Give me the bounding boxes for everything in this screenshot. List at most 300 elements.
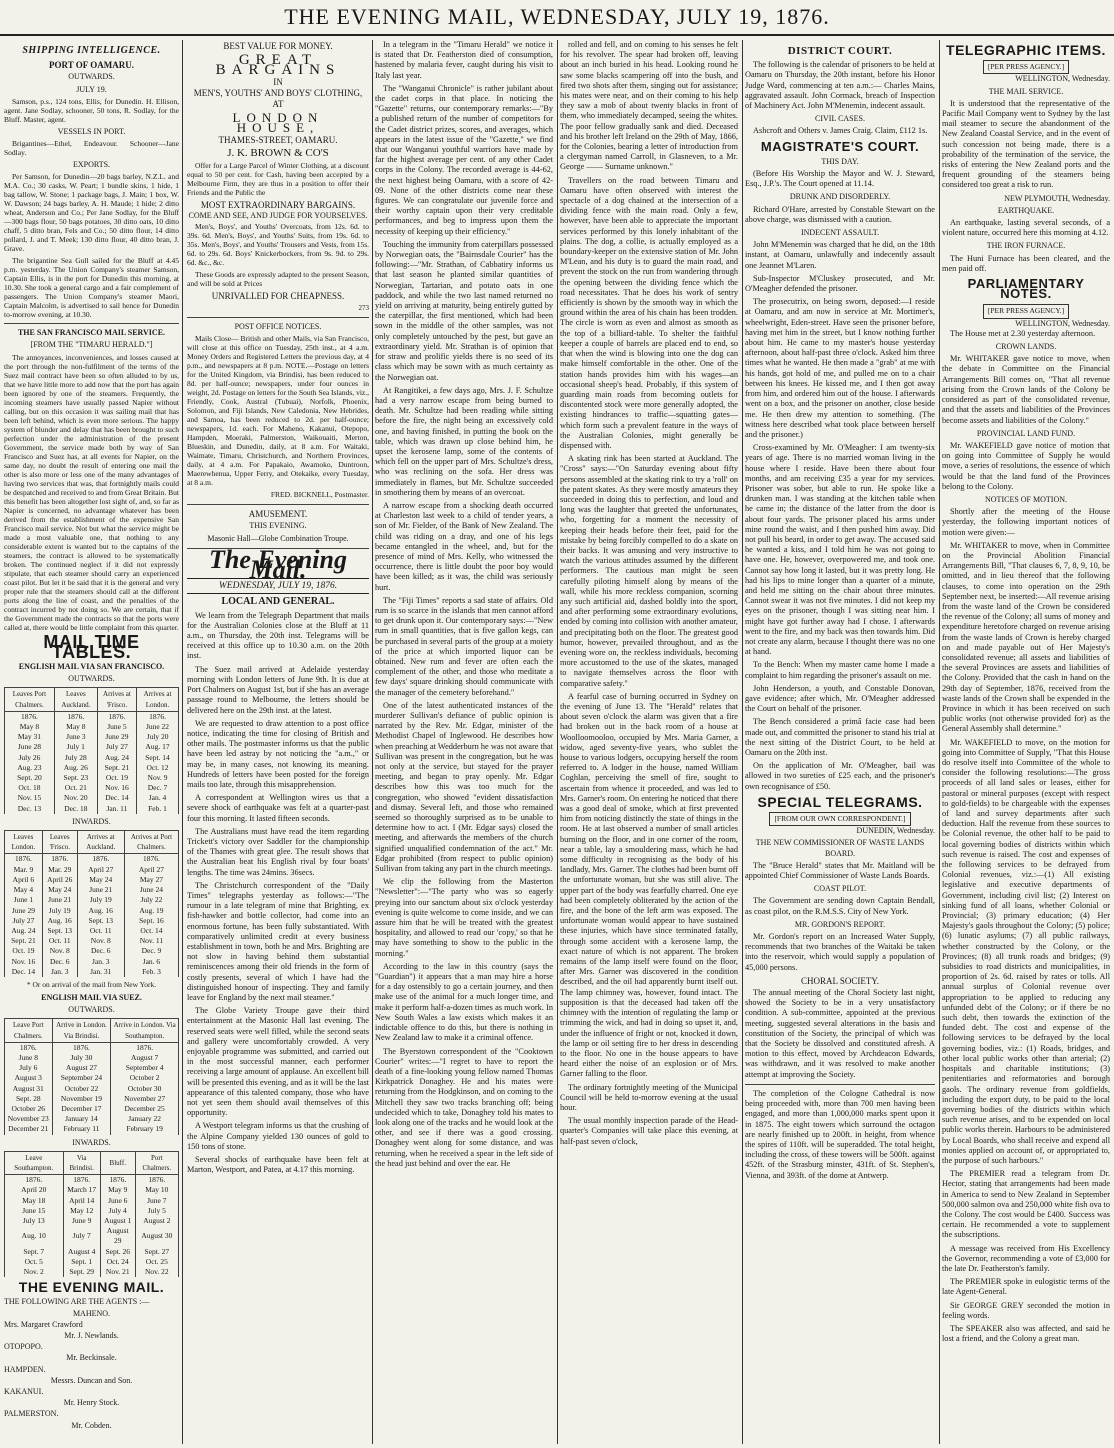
table-cell: May 18: [5, 1196, 64, 1206]
table-cell: June 15: [5, 1206, 64, 1216]
local-paragraph: We are requested to draw attention to a post office notice, indicating the time for closing of British and other mails. The postmaster informs us that the public have been led astray by not noticing the "a.m.," or may be, in many cases, not knowing its meaning. Hundreds of letters have been posted for the foreign mails too late, through this misapprehension.: [187, 718, 369, 789]
table-cell: August 27: [52, 1063, 111, 1073]
agent-line: Mr. Henry Stock.: [63, 1398, 120, 1408]
table-cell: Sept. 14: [137, 753, 179, 763]
ad-london-house: LONDON HOUSE,: [232, 110, 324, 136]
table-cell: Jan. 4: [137, 793, 179, 803]
evening-mail-agents-title: THE EVENING MAIL.: [18, 1279, 165, 1296]
table-cell: Dec. 14: [5, 967, 43, 977]
table-row: [5, 895, 179, 905]
ad-items: Men's, Boys', and Youths' Overcoats, from 12s. 6d. to 39s. 6d. Men's, Boys', and Youths' Suits, from 19s. 6d. to 35s. Men's, Boys', and Youths' Trousers and Vests, from 15s. 6d. to 29s. 6d. Boys' Knickerbockers, from 9s. 9d. to 29s. 6d. &c., &c.: [187, 222, 369, 268]
table-cell: Aug. 16: [42, 916, 77, 926]
table-cell: September 4: [111, 1063, 179, 1073]
table-cell: Feb. 1: [137, 804, 179, 814]
table-header: Arrives at Auckland.: [77, 831, 124, 854]
table-cell: August 3: [5, 1073, 53, 1083]
table-cell: May 8: [5, 722, 55, 732]
ad-come: COME AND SEE, AND JUDGE FOR YOURSELVES.: [188, 211, 368, 221]
table-cell: Oct. 19: [97, 773, 136, 783]
table-cell: Dec. 9: [124, 946, 178, 956]
table-row: [5, 885, 179, 895]
column-rule: [939, 40, 940, 1444]
table-cell: June 6: [100, 1196, 135, 1206]
table-row: [5, 1042, 179, 1053]
mail-service-text: It is understood that the representative of the Pacific Mail Company went to Sydney by the last mail steamer to secure the abandonment of the New Zealand Coastal Service, and in the event of such concession not being made, there is a probability of the termination of the service, the risks of entering the New Zealand ports and the frequent grounding of the steamers being considered too great a risk to run.: [942, 98, 1110, 190]
news-paragraph: The usual monthly inspection parade of the Head-quarter's Companies will take place this evening, at half-past seven o'clock,: [560, 1116, 738, 1146]
outwards-text: Samson, p.s., 124 tons, Ellis, for Dunedin. H. Ellison, agent. Jane Sodlay, schooner, 50 tons, R. Sodlay, for the Bluff. Master, agent.: [4, 96, 179, 124]
news-paragraph: Travellers on the road between Timaru and Oamaru have often observed with interest the spectacle of a dog chained at the intersection of a dividing fence with the main road. Only a few, however, have been able to appreciate the important services performed by this lonely inhabitant of the plains. The dog, a collie, is actually employed as a boundary-keeper on the extensive station of Mr. John M'Lean, and his duty is to guard the main road, and prevent the stock on the run from wandering through the opening between the dividing fence which the road necessitates. That he does his work of sentry efficiently is shown by the smooth way in which the ground within the area of his chain has been trodden. The circle is worn as even and almost as smooth as the top of a billiard-table. To shelter the faithful keeper a couple of barrels are placed end to end, so that when the wind is blowing into one the dog can make himself comfortable in the other. One of the station hands provides him with his wages—an occasional sheep's head. Probably, if this system of guarding main roads from becoming outlets for discontented stock were more generally adopted, the existing hindrances to traffic—squatting gates—which form such a prevalent feature in the ways of the Australian Colonies, might generally be dispensed with.: [560, 175, 738, 450]
crown-lands-title: CROWN LANDS.: [995, 342, 1057, 352]
table-cell: June 1: [5, 895, 43, 905]
table-header: Arrive in London. Via Brindisi.: [52, 1019, 111, 1042]
table-cell: June 29: [97, 732, 136, 742]
drunk-text: Richard O'Hare, arrested by Constable Stewart on the above charge, was dismissed with a caution.: [745, 204, 935, 224]
table-cell: July 30: [52, 1053, 111, 1063]
table-cell: 1876.: [42, 854, 77, 865]
gordon-report-title: MR. GORDON'S REPORT.: [794, 919, 886, 929]
agent-line: Mr. Beckinsale.: [66, 1353, 117, 1363]
table-row: [5, 804, 179, 814]
column-4: [560, 40, 738, 1444]
table-cell: August 30: [135, 1226, 178, 1246]
parliament-paragraph: The PREMIER read a telegram from Dr. Hector, stating that arrangements had been made in America to send to New Zealand in September 500,000 salmon ova and 250,000 white fish ova to the Colony. The cost would be £400. Success was certain. He recommended a vote to supplement the subscriptions.: [942, 1169, 1110, 1240]
civil-cases-title: CIVIL CASES.: [815, 114, 865, 124]
table-cell: Mar. 29: [42, 865, 77, 875]
sf-inwards-table: [4, 830, 179, 977]
outwards3-heading: OUTWARDS.: [68, 1005, 115, 1015]
iron-furnace-text: The Huni Furnace has been cleared, and the men paid off.: [942, 253, 1110, 273]
table-cell: July 7: [63, 1226, 100, 1246]
table-row: [5, 946, 179, 956]
ad-close: These Goods are expressly adapted to the present Season, and will be sold at Prices: [187, 270, 369, 289]
table-row: [5, 1063, 179, 1073]
ad-mens: MEN'S, YOUTHS' AND BOYS' CLOTHING,: [193, 87, 363, 98]
table-header: Arrive in London. Via Southampton.: [111, 1019, 179, 1042]
table-cell: Aug. 17: [137, 742, 179, 752]
column-3: [375, 40, 553, 1444]
parliamentary-notes-title: PARLIAMENTARY NOTES.: [967, 276, 1085, 302]
table-row: [5, 967, 179, 977]
table-cell: Nov. 21: [100, 1267, 135, 1277]
news-paragraph: We clip the following from the Masterton "Newsletter":—"The party who was so eagerly preying into our sanctum about six o'clock yesterday evening is quite welcome to come inside, and we can assure him that he will be treated with the greatest hospitality, and allowed to read our 'copy,' so that he may have something to show to the public in the morning.": [375, 877, 553, 958]
table-cell: Aug. 10: [5, 1226, 64, 1246]
table-cell: May 31: [5, 732, 55, 742]
table-cell: July 4: [100, 1206, 135, 1216]
table-row: [5, 1185, 179, 1195]
table-row: [5, 1206, 179, 1216]
column-rule: [557, 40, 558, 1444]
table-cell: April 26: [42, 875, 77, 885]
table-row: [5, 1257, 179, 1267]
waste-lands-title: THE NEW COMMISSIONER OF WASTE LANDS BOARD.: [755, 838, 925, 858]
suez-outwards-table: [4, 1018, 179, 1134]
table-cell: Feb. 3: [124, 967, 178, 977]
iron-furnace-title: THE IRON FURNACE.: [986, 241, 1066, 251]
table-cell: 1876.: [5, 854, 43, 865]
table-cell: April 14: [63, 1196, 100, 1206]
court-paragraph: The Bench considered a primâ facie case had been made out, and committed the prisoner to stand his trial at the next sitting of the District Court, to be held at Oamaru on the 20th inst.: [745, 717, 935, 757]
table-cell: October 22: [52, 1084, 111, 1094]
agent-line: KAKANUI.: [4, 1387, 44, 1397]
table-cell: July 1: [54, 742, 97, 752]
table-cell: Sept. 13: [42, 926, 77, 936]
table-row: [5, 1267, 179, 1277]
table-cell: Oct. 19: [5, 946, 43, 956]
telegraphic-source: [PER PRESS AGENCY.]: [983, 60, 1069, 74]
table-cell: Sept. 13: [77, 916, 124, 926]
parliament-paragraph: The PREMIER spoke in eulogistic terms of the late Agent-General.: [942, 1277, 1110, 1297]
table-cell: October 2: [111, 1073, 179, 1083]
table-header: Leaves Port Chalmers.: [5, 688, 55, 711]
table-cell: Nov. 20: [54, 793, 97, 803]
local-paragraph: Several shocks of earthquake have been felt at Marton, Westport, and Patea, at 4.17 this morning.: [187, 1155, 369, 1175]
agent-line: OTOPOPO.: [4, 1342, 43, 1352]
table-cell: December 17: [52, 1104, 111, 1114]
table-cell: Aug. 24: [5, 926, 43, 936]
table-cell: July 20: [137, 732, 179, 742]
table-cell: June 3: [54, 732, 97, 742]
table-cell: Nov. 8: [42, 946, 77, 956]
outwards-date: JULY 19.: [76, 84, 107, 94]
table-row: [5, 722, 179, 732]
table-cell: July 28: [54, 753, 97, 763]
news-paragraph: At Rangitikei, a few days ago, Mrs. J. F. Schultze had a very narrow escape from being burned to death. Mr. Schultze had been reading while sitting before the fire, the night being an excessively cold one, and having finished, in putting the book on the table, which was drawn up close behind him, he upset the kerosene lamp, some of the contents of which fell on the upper part of Mrs. Schultze's dress, who was reclining on the sofa. Her dress was immediately in flames, but Mr. Schultze succeeded in smothering them by means of an overcoat.: [375, 385, 553, 497]
news-paragraph: The "Fiji Times" reports a sad state of affairs. Old rum is so scarce in the islands that men cannot afford to get drunk upon it. Our contemporary says:—"New rum in small quantities, that is five gallon kegs, can be purchased in several parts of the group at a moiety of the price at which imported liquor can be obtained. New rum and fever are often each the complement of the other, and those who meditate a few days' square drinking should communicate with the manager of the cemetery beforehand.": [375, 595, 553, 697]
table-header: Leave Southampton.: [5, 1151, 64, 1174]
table-cell: August 1: [100, 1216, 135, 1226]
sf-mail-source: [FROM THE "TIMARU HERALD."]: [30, 340, 153, 350]
mail-service-title: THE MAIL SERVICE.: [988, 86, 1064, 96]
table-row: [5, 732, 179, 742]
table-cell: June 8: [5, 1053, 53, 1063]
news-paragraph: A narrow escape from a shocking death occurred at Charleston last week to a child of tender years, a son of Mr. Fielder, of the Bank of New Zealand. The child was riding on a dray, and one of his legs became entangled in the wheel, and, but for the presence of mind of Mrs. Kelly, who witnessed the occurrence, there is little doubt the poor boy would have been killed; as it was, the child was seriously hurt.: [375, 500, 553, 592]
table-cell: February 11: [52, 1124, 111, 1134]
table-cell: 1876.: [135, 1175, 178, 1186]
table-cell: Dec. 6: [42, 957, 77, 967]
ad-unrivalled: UNRIVALLED FOR CHEAPNESS.: [211, 291, 345, 302]
english-mail-suez-heading: ENGLISH MAIL VIA SUEZ.: [41, 992, 142, 1002]
table-row: [5, 1196, 179, 1206]
table-cell: May 24: [42, 885, 77, 895]
table-cell: Sept. 26: [100, 1247, 135, 1257]
table-cell: July 6: [5, 1063, 53, 1073]
table-row: [5, 865, 179, 875]
parliamentary-source: [PER PRESS AGENCY.]: [983, 304, 1069, 318]
court-paragraph: John M'Menemin was charged that he did, on the 18th instant, at Oamaru, unlawfully and indecently assault one Jeannet M'Laren.: [745, 240, 935, 270]
table-cell: April 6: [5, 875, 43, 885]
local-paragraph: The Australians must have read the item regarding Trickett's victory over Saddler for the championship of the Thames with great glee. The result shows that the Australian beat his English rival by four boats' lengths. The time was 24mins. 36secs.: [187, 826, 369, 877]
exports-text: Per Samson, for Dunedin—20 bags barley, N.Z.L. and M.A. Co.; 30 casks, W. Peart; 1 bundle skins, 1 hide, 1 bag tallow, W. Stone; 1 package bags, J. Main; 1 box, W. W. Dawson; 24 bags barley, A. H. Maude; 1 hide; 2 ditto wheat, Anderson and Co.; Per Jane Sodlay, for the Bluff—300 bags flour, 50 bags potatoes, 30 ditto oats, 10 ditto chaff, 5 ditto bran, Fels and Co.; 50 ditto flour, 14 ditto pollard, J. and T. Meek; 130 ditto flour, 40 ditto bran, J. Grave.: [4, 172, 179, 254]
coast-pilot-text: The Government are sending down Captain Bendall, as coast pilot, on the R.M.S.S. City of New York.: [745, 896, 935, 916]
post-office-title: POST OFFICE NOTICES.: [234, 321, 322, 331]
table-cell: June 28: [5, 742, 55, 752]
exports-heading: EXPORTS.: [72, 160, 111, 170]
amusement-text: Masonic Hall—Globe Combination Troupe.: [207, 533, 349, 543]
table-cell: October 26: [5, 1104, 53, 1114]
table-cell: July 22: [124, 895, 178, 905]
table-cell: May 4: [5, 885, 43, 895]
table-header: Arrives at 'Frisco.: [97, 688, 136, 711]
table-cell: 1876.: [97, 711, 136, 722]
table-cell: Dec. 13: [5, 804, 55, 814]
table-cell: Jan. 11: [97, 804, 136, 814]
column-1: [4, 40, 179, 1444]
notice-paragraph: Mr. WHITAKER to move, when in Committee on the Provincial Abolition Financial Arrangements Bill, "That clauses 6, 7, 8, 9, 10, be omitted, and in lieu thereof that the following clauses, to come into operation on the 29th September next, be inserted:—All revenue arising from the waste land of the Crown be considered the revenue of the Colony; all sums of money and expenditure heretofore charged on revenue arising from the waste lands of Crown is hereby charged on and made payable out of Her Majesty's consolidated revenue; all assets and liabilities of the several Provinces are assets and liabilities of the Colony. Provided that the cash in hand on the 29th day of September, 1876, received from the waste lands of the Crown shall be expended in the Province in which it has been received on such public works (not otherwise provided for) as the General Assembly shall determine.": [942, 540, 1110, 734]
agent-line: HAMPDEN.: [4, 1364, 46, 1374]
table-cell: May 8: [54, 722, 97, 732]
table-cell: December 21: [5, 1124, 53, 1134]
court-paragraph: To the Bench: When my master came home I made a complaint to him regarding the prisoner's assault on me.: [745, 660, 935, 680]
premier-body: [942, 1169, 1110, 1344]
agents-intro: THE FOLLOWING ARE THE AGENTS :—: [4, 1297, 150, 1307]
parliament-paragraph: Sir GEORGE GREY seconded the motion in feeling words.: [942, 1300, 1110, 1320]
table-cell: November 19: [52, 1094, 111, 1104]
news-paragraph: One of the latest authenticated instances of the murderer Sullivan's defiance of public opinion is narrated by the Rev. Mr. Edgar, minister of the Methodist Chapel of Inglewood. He describes how when preaching at Wedderburn he was not aware that Sullivan was present in the congregation, but he was not only at the service, but stayed for the prayer meeting, and began to pray openly. Mr. Edgar describes how this was too much for the congregation, who showed "evident dissatisfaction and dismay. Several left, and those who remained seemed so thoroughly surprised as to be unable to determine how to act. I (Mr. Edgar says) closed the meeting, and afterwards the members of the church signified unqualified condemnation of the act." Mr. Edgar prohibited (from respect to public opinion) Sullivan from taking any part in the church meetings.: [375, 700, 553, 874]
column-rule: [742, 40, 743, 1444]
table-row: [5, 1216, 179, 1226]
table-cell: June 21: [77, 885, 124, 895]
table-cell: July 19: [77, 895, 124, 905]
court-paragraph: John Henderson, a youth, and Constable Donovan, gave evidence; after which, Mr. O'Meagher addressed the Court on behalf of the prisoner.: [745, 683, 935, 714]
special-place: DUNEDIN, Wednesday.: [856, 826, 935, 836]
table-cell: January 22: [111, 1114, 179, 1124]
table-cell: Dec. 18: [54, 804, 97, 814]
notice-paragraph: Mr. WAKEFIELD to move, on the motion for going into Committee of Supply, "That this House do resolve itself into Committee of the whole to consider the following resolutions:—The gross proceeds of all land sales or leases, either for pastoral or mineral purposes (except with respect to gold-fields) to be chargeable with the expenses of land and survey departments after such deduction. Half the revenue from these sources to be Colonial revenue, the other half to be paid to local governing bodies of districts within which such revenue is raised. The cost and expenses of the following services to be defrayed from Colonial revenues, viz.:—(1) All existing legislative and executive departments of Government, including civil list; (2) Interest on sinking fund of all loans, whether Colonial or Provincial; (3) primary education; (4) Her Majesty's gaols throughout the Colony; (5) police; (6) lunatic asylums; (7) all public railways, whether constructed by the Colony, or the Provinces; (8) all trunk roads and bridges; (9) subsidies to road districts and municipalities, in proportion of 2s. 6d. raised by rates or tolls. All annual surplus of Colonial revenue over appropriation to be applied to reducing any unfunded debt of the Colony; or if there be no such debt, then towards the extinction of the funded debt. The cost and expense of the following services to be defrayed by the local governing bodies, viz.: (1) Roads, bridges, and other local public works other than arterial; (2) hospitals and charitable institutions; (3) penitentiaries and reformatories and borough gaols. The ordinary revenue from goldfields, including the export duty, to be paid to the local governing bodies of the districts within which such revenue arises, and to be expended on local public works therein. Harbours to be administered by Local Boards, who shall receive and expend all monies applied on account of, or appropriated to, the purpose of such harbours.": [942, 737, 1110, 1165]
ad-top: BEST VALUE FOR MONEY.: [223, 41, 333, 51]
table-cell: July 26: [5, 753, 55, 763]
table-row: [5, 1104, 179, 1114]
table-row: [5, 711, 179, 722]
agent-line: PALMERSTON.: [4, 1409, 59, 1419]
court-paragraph: On the application of Mr. O'Meagher, bail was allowed in two sureties of £25 each, and the prisoner's own recognisance of £50.: [745, 761, 935, 791]
table-cell: Nov. 2: [5, 1267, 64, 1277]
table-cell: April 27: [77, 865, 124, 875]
table-cell: April 27: [124, 865, 178, 875]
paper-nameplate: The Evening Mail.: [209, 544, 347, 585]
table-cell: August 4: [63, 1247, 100, 1257]
ad-number: 273: [358, 303, 369, 312]
table-cell: Oct. 24: [100, 1257, 135, 1267]
table-cell: Sept. 27: [135, 1247, 178, 1257]
post-office-text: Mails Close— British and other Mails, via San Francisco, will close at this office on Tuesday, 25th inst., at 4 a.m. Money Orders and Registered Letters the previous day, at 4 p.m., and newspapers at 8 p.m. NOTE.—Postage on letters for the United Kingdom, via Brindisi, has been reduced to 8d. per half-ounce; newspapers, under four ounces in weight, 2d. Postage on letters for the South Sea Islands, viz., Friendly, Cook, Austral (Tubuai), Norfolk, Phoenix, Solomon, and Fiji Islands, New Caledonia, New Hebrides, and Samoa, has been reduced to 2d. per half-ounce; newspapers, 1d. each. For Maheno, Kakanui, Otepopo, Hampden, Moeraki, Palmerston, Waikouaiti, Merton, Blueskin, and Dunedin, daily, at 8 a.m. For Waitaki, Waimate, Timaru, Christchurch, and Northern Provinces, daily, at 4 a.m. For Papakaio, Awamoko, Duntroon, Maerewhenua, Upper Ferry, and Otekaike, every Tuesday, at 8 a.m.: [187, 334, 369, 488]
local-paragraph: A correspondent at Wellington wires us that a severe shock of earthquake was felt at a quarter-past four this morning. It lasted fifteen seconds.: [187, 793, 369, 823]
table-cell: Dec. 7: [137, 783, 179, 793]
tel-place: WELLINGTON, Wednesday.: [1015, 74, 1110, 84]
vessels-text: Brigantines—Ethel, Endeavour. Schooner—Jane Sodlay.: [4, 139, 179, 158]
provincial-land-text: Mr. WAKEFIELD gave notice of motion that on going into Committee of Supply he would move, a series of resolutions, the essence of which would be that the land fund of the Provinces belong to the Colony.: [942, 440, 1110, 491]
table-cell: January 14: [52, 1114, 111, 1124]
civil-cases-text: Ashcroft and Others v. James Craig. Claim, £112 1s.: [753, 126, 928, 136]
column-rule: [182, 40, 183, 1444]
parliament-paragraph: The SPEAKER also was affected, and said he lost a friend, and the Colony a great man.: [942, 1323, 1110, 1344]
drunk-title: DRUNK AND DISORDERLY.: [789, 192, 891, 202]
table-cell: Sept. 7: [5, 1247, 64, 1257]
court-paragraph: The prosecutrix, on being sworn, deposed:—I reside at Oamaru, and am now in service at Mr. Mortimer's, wheelwright, Eden-street. Have seen the prisoner before, having met him in the street, but I know nothing further about him. He came to my master's house yesterday afternoon, about half-past three o'clock. Asked him three times what he wanted. He then made a "grab" at me with his hands, got hold of me, and pulled me on to a chair between his knees. He kissed me, and I then got away from him, and ordered him out of the house. I afterwards went on a box, and the prisoner on another, close beside me. He then drew my attention to something. (The witness here described what took place between herself and the prisoner.): [745, 297, 935, 439]
earthquake-text: An earthquake, lasting several seconds, of a violent nature, occurred here this morning at 4.12.: [942, 218, 1110, 238]
table-cell: Aug. 26: [54, 763, 97, 773]
table-cell: Oct. 21: [54, 783, 97, 793]
notices-motion-title: NOTICES OF MOTION.: [985, 494, 1067, 504]
table-cell: June 29: [5, 906, 43, 916]
table-cell: March 17: [63, 1185, 100, 1195]
table-cell: Jan. 6: [124, 957, 178, 967]
parliament-paragraph: A message was received from His Excellency the Governor, recommending a vote of £3,000 for the late Dr. Featherston's family.: [942, 1243, 1110, 1273]
table-row: [5, 875, 179, 885]
new-plymouth-place: NEW PLYMOUTH, Wednesday.: [1004, 193, 1110, 203]
table-cell: Sept. 29: [63, 1267, 100, 1277]
table-row: [5, 1124, 179, 1134]
sf-mail-text: The annoyances, inconveniences, and losses caused at the port through the non-fulfilment of the terms of the Suez mail contract have been so often alluded to by us, that we have little more to add now that the port has again been ignored by one of the steamers. Frequently, the incoming steamers have usually passed Napier without calling, but on this occasion it was sailing mail that has been left behind, which is even more serious. The happy system of blunder and delay that has been brought to such perfection under the administration of the present Government, the service made both by way of San Francisco and Suez has, at all events for Napier, on the same day, no doubt the result of entering one mail the other is also more or less one of the many advantages of having two services that was, that fortnightly mails could be despatched and received to and from Great Britain. But this benefit has been altogether lost sight of, and, so far as Napier is concerned, no advantage whatever has been derived from the establishment of the expensive San Francisco mail service. Not but what the service might be made a most valuable one, that nothing to any considerable extent is wanted but to the captains of the steamers, the contract is allowed to be systematically broken. The continued neglect if it did not expressly stipulate, that each steamer should carry an experienced coast pilot. But let it be said that it is the general and very proper rule that the steamers should call at the different ports along the line of coast, and the penalties of the contract incurred by not doing so. We are certain, that if the Government made the contracts so that the ports were called at, there would be little complaint from this quarter.: [4, 352, 179, 632]
news-paragraph: A fearful case of burning occurred in Sydney on the evening of June 13. The "Herald" relates that about seven o'clock the alarm was given that a fire had broken out in the back room of a house at Woolloomooloo, occupied by Mrs. Maria Garner, a widow, aged seventy-five years, who sublet the house to various lodgers, occupying herself the room referred to. A lodger in the house, named William Coghlan, perceiving the smell of fire, sought to ascertain from whence it proceeded, and was led to Mrs. Garner's room. On entering he noticed that there was a good deal of smoke, which at first prevented him from noticing distinctly the state of things in the room. He at last observed a number of small articles burning on the floor, and in one corner of the room, near a table, lay a smouldering mass, which he had some difficulty in recognising as the body of his landlady, Mrs. Garner. The clothes had been burnt off the unfortunate woman, but she was still alive. The upper part of the body was fearfully charred. One eye had been completely obliterated by the action of the fire, and the bone of the left arm was exposed. The unfortunate woman would appear to have sustained these injuries, which have since terminated fatally, through some accident with a kerosene lamp, the exact nature of which is not apparent. The broken remains of the lamp itself were found on the floor, after Mrs. Garner was discovered in the condition described, and the oil had apparently burnt itself out. The lamp chimney was, however, found intact. The supposition is that the deceased had taken off the chimney with the intention of regulating the lamp or trimming the wick, and had in doing so upset it, and, under the influence of fright or not, knocked it down, the lamp or oil setting fire to her dress in descending to the floor. No one in the house appears to have heard either the noise of an explosion or of Mrs. Garner falling to the floor.: [560, 691, 738, 1079]
notices-body: [942, 507, 1110, 1166]
column-3-body: [375, 40, 553, 1169]
agents-list: [4, 1309, 179, 1431]
table-cell: Jan. 31: [77, 967, 124, 977]
table-cell: June 24: [124, 885, 178, 895]
table-row: [5, 854, 179, 865]
table-cell: 1876.: [63, 1175, 100, 1186]
table-cell: November 23: [5, 1114, 53, 1124]
local-paragraph: We learn from the Telegraph Department that mails for the Australian Colonies close at the Bluff at 11 a.m., on Thursday, the 20th inst. Telegrams will be received at this office up to 10.30 a.m. on the 20th inst.: [187, 610, 369, 661]
column-rule: [372, 40, 373, 1444]
table-cell: Aug. 16: [77, 906, 124, 916]
table-header: Via Brindisi.: [63, 1151, 100, 1174]
table-cell: Oct. 18: [5, 783, 55, 793]
ad-great-bargains: GREAT BARGAINS: [215, 52, 341, 79]
table-cell: Aug. 19: [124, 906, 178, 916]
table-cell: Sept. 20: [5, 773, 55, 783]
masthead: THE EVENING MAIL, WEDNESDAY, JULY 19, 1876.: [0, 0, 1114, 36]
local-paragraph: The Suez mail arrived at Adelaide yesterday morning with London letters of June 9th. It is due at Port Chalmers on August 1st, but if she has an average passage round to Melbourne, the letters should be delivered here on the 29th inst. at the latest.: [187, 664, 369, 715]
local-paragraph: A Westport telegram informs us that the crushing of the Alpine Company yielded 130 ounces of gold to 150 tons of stone.: [187, 1121, 369, 1151]
table-cell: November 27: [111, 1094, 179, 1104]
table-cell: Aug. 24: [97, 753, 136, 763]
parl-place: WELLINGTON, Wednesday.: [1015, 318, 1110, 328]
ad-at: AT: [272, 99, 284, 110]
table-cell: Aug. 23: [5, 763, 55, 773]
earthquake-title: EARTHQUAKE.: [997, 205, 1055, 215]
outwards-heading: OUTWARDS.: [68, 72, 115, 82]
table-row: [5, 906, 179, 916]
choral-society-text: The annual meeting of the Choral Society last night, showed the Society to be in a very unsatisfactory condition. A sub-committee, appointed at the previous meeting, suggested several alterations in the basis and constitution of the Society, the principal of which was that the Society be dissolved and constituted afresh. A motion to this effect, moved by Archdeacon Edwards, was withdrawn, and it was resolved to make another attempt at improving the Society.: [745, 988, 935, 1079]
table-cell: Sept. 1: [63, 1257, 100, 1267]
news-paragraph: Touching the immunity from caterpillars possessed by Norwegian oats, the "Bairnsdale Courier" has the following:—"Mr. Strathan, of Cabbatiry informs us that last season he planted similar quantities of Norwegian, Tartarian, and potato oats in one paddock, and while the two last named returned no yield on arriving at maturity, being entirely gutted by the caterpillar, the first mentioned, which had been sown in the middle of the other samples, was not only completely untouched by the pest, but gave an extraordinary yield. Mr. Strathan is of opinion that for straw and prolific yields there is no seed of its class which may be sown with as much certainty as the Norwegian oat.: [375, 239, 553, 382]
table-row: [5, 926, 179, 936]
table-cell: May 27: [124, 875, 178, 885]
table-row: [5, 773, 179, 783]
choral-society-title: CHORAL SOCIETY.: [800, 975, 879, 986]
table-cell: 1876.: [5, 711, 55, 722]
column-6: [942, 40, 1110, 1444]
magistrates-court-title: MAGISTRATE'S COURT.: [760, 138, 920, 154]
table-cell: Nov. 16: [97, 783, 136, 793]
table-cell: 1876.: [77, 854, 124, 865]
table-header: Arrives at Port Chalmers.: [124, 831, 178, 854]
news-paragraph: The Byerstown correspondent of the "Cooktown Courier" writes:—"I regret to have to report the death of a fine-looking young fellow named Thomas Kirkpatrick Donaghey. He and his mates were returning from the Hodgkinson, and on coming to the Mitchell they saw two tracks branching off; being undecided which to take, Donaghey told his mates to look along one of the tracks and he would look at the other, and see if there was a good crossing. Donaghey went along for some distance, and was returning, when he received a spear in the left side of the head just behind and over the ear. He: [375, 1046, 553, 1168]
special-telegrams-source: [FROM OUR OWN CORRESPONDENT.]: [769, 812, 910, 826]
news-paragraph: The ordinary fortnightly meeting of the Municipal Council will be held to-morrow evening at the usual hour.: [560, 1082, 738, 1112]
district-court-text: The following is the calendar of prisoners to be held at Oamaru on Thursday, the 20th instant, before his Honor Judge Ward, commencing at ten a.m.:— Charles Mains, aggravated assault. John Cormack, breach of Inspection of Machinery Act. John M'Menemin, indecent assault.: [745, 60, 935, 111]
table-cell: Oct. 12: [137, 763, 179, 773]
special-telegrams-title: SPECIAL TELEGRAMS.: [757, 793, 923, 810]
table-cell: Nov. 16: [5, 957, 43, 967]
waste-lands-text: The "Bruce Herald" states that Mr. Maitland will be appointed Chief Commissioner of Waste Lands Boards.: [745, 860, 935, 881]
column-2: [187, 40, 369, 1444]
table-cell: 1876.: [137, 711, 179, 722]
table-row: [5, 1073, 179, 1083]
table-cell: December 25: [111, 1104, 179, 1114]
table-cell: Nov. 22: [135, 1267, 178, 1277]
table-cell: Nov. 15: [5, 793, 55, 803]
table-cell: Sept. 21: [97, 763, 136, 773]
agent-line: Messrs. Duncan and Son.: [50, 1375, 133, 1385]
table-cell: June 7: [135, 1196, 178, 1206]
news-paragraph: The "Wanganui Chronicle" is rather jubilant about the cadet corps in that place. In noticing the "Gazette" returns, our contemporary remarks:—"By a published return of the number of competitors for the Cadet district prizes, scores, and averages, which appears in the latest issue of the "Gazette," we find that our Wanganui youthful warriors have made by far the highest average per cent. of any other Cadet corps in the Colony. The recorded average is 44-62, the next highest being Oamaru, with a score of 42-09. None of the other districts come near these figures. We can congratulate our juvenile force and their worthy captain upon their very creditable performances, and beg to impress upon them the necessity of keeping up their efficiency.": [375, 83, 553, 236]
vessels-heading: VESSELS IN PORT.: [57, 126, 126, 136]
table-cell: Nov. 8: [77, 936, 124, 946]
magistrates-day: THIS DAY.: [821, 156, 859, 166]
ad-firm: J. K. BROWN & CO'S: [227, 146, 329, 159]
table-header: Leaves London.: [5, 831, 43, 854]
coast-pilot-title: COAST PILOT.: [813, 884, 867, 894]
column-4-body: [560, 40, 738, 1147]
table-row: [5, 936, 179, 946]
table-cell: Oct. 11: [42, 936, 77, 946]
table-cell: 1876.: [124, 854, 178, 865]
table-cell: Mar. 9: [5, 865, 43, 875]
table-cell: June 5: [97, 722, 136, 732]
table-cell: Sept. 21: [5, 936, 43, 946]
table-header: Arrives at London.: [137, 688, 179, 711]
district-court-title: DISTRICT COURT.: [787, 45, 893, 57]
local-paragraph: The Globe Variety Troupe gave their third entertainment at the Masonic Hall last evening. The reserved seats were well filled, while the second seats and gallery were uncomfortably crowded. A very enjoyable programme was submitted, and carried out in the most successful manner, each performer receiving a large amount of applause. An excellent bill will be presented this evening, and as it will be the last appearance of this talented company, those who have not yet seen them should avail themselves of this opportunity.: [187, 1006, 369, 1118]
agent-line: Mr. J. Newlands.: [64, 1331, 119, 1341]
table-row: [5, 742, 179, 752]
table-cell: 1876.: [54, 711, 97, 722]
news-paragraph: In a telegram in the "Timaru Herald" we notice it is stated that Dr. Featherston died of consumption, hastened by malaria fever, caught during his visit to Italy last year.: [375, 40, 553, 80]
provincial-land-title: PROVINCIAL LAND FUND.: [976, 428, 1076, 438]
table-cell: August 31: [5, 1084, 53, 1094]
assault-body: [745, 240, 935, 792]
magistrates-intro: (Before His Worship the Mayor and W. J. Steward, Esq., J.P.'s. The Court opened at 11.14.: [745, 169, 935, 189]
table-row: [5, 783, 179, 793]
table-cell: Dec. 6: [77, 946, 124, 956]
ad-in: IN: [273, 76, 283, 87]
table-header: Bluff.: [100, 1151, 135, 1174]
table-cell: Nov. 9: [137, 773, 179, 783]
table-cell: June 21: [42, 895, 77, 905]
local-general-title: LOCAL AND GENERAL.: [221, 596, 335, 608]
table-cell: Nov. 11: [124, 936, 178, 946]
post-office-sign: FRED. BICKNELL, Postmaster.: [270, 490, 369, 500]
table-cell: August 29: [100, 1226, 135, 1246]
table-cell: May 24: [77, 875, 124, 885]
court-paragraph: Cross-examined by Mr. O'Meagher: I am twenty-six years of age. There is no married woman living in the house where I reside. Have been there about four months, and am receiving £35 a year for my services. Prisoner was sober, but able to run. He spoke like a drunken man. I was standing at the kitchen table when he came in; the distance of the latter from the door is about four yards. The prisoner placed his arms under mine round the waist, and I then pushed him away. Did not pull his beard, in order to get away. The accused said he wanted a kiss, and I told him he was not going to have one. He, however, overpowered me, and took one. Cannot say how long it lasted, but it was pretty long. He had his lips to mine longer than a quarter of a minute, and held me sitting on the chair about three minutes. Cannot swear it was not five minutes. I did not keep my eyes on the prisoner, though I was sitting near him. I might have got further away had I chose. I afterwards went to the fire, and my back was then towards him. Did not create any alarm, because I thought there was no one at hand.: [745, 443, 935, 657]
table-cell: August 2: [135, 1216, 178, 1226]
dateline: WEDNESDAY, JULY 19, 1876.: [187, 578, 369, 594]
table-header: Leave Port Chalmers.: [5, 1019, 53, 1042]
table-row: [5, 1053, 179, 1063]
table-cell: Dec. 14: [97, 793, 136, 803]
table-row: [5, 1084, 179, 1094]
table-cell: June 9: [63, 1216, 100, 1226]
news-paragraph: A skating rink has been started at Auckland. The "Cross" says:—"On Saturday evening about fifty persons assembled at the skating rink to try a 'roll' on the patent skates. As they were mostly amateurs they succeeded in doing this to perfection, and loud and long was the laughter that greeted the unfortunates, who, forgetting for a moment the necessity of keeping their heads before their feet, paid for the mistake by being forcibly compelled to do a skate on their backs. It was amusing and very instructive to watch the various attitudes assumed by the different performers. The cautious man might be seen carefully piloting himself along by means of the wall, while his more reckless companion, scorning any such artificial aid, dashed boldly into the sport, and after performing some extraordinary evolutions, ended by coming into collision with another amateur, and precipitating both on the floor. The greatest good humor, however, prevailed throughout, and as the evening wore on, the reckless individuals, becoming more accustomed to the use of the skates, managed to navigate themselves across the floor with comparative safety.": [560, 454, 738, 688]
sf-mail-title: THE SAN FRANCISCO MAIL SERVICE.: [17, 328, 166, 338]
shipping-notes: The brigantine Sea Gull sailed for the Bluff at 4.45 p.m. yesterday. The Union Company's steamer Samson, Captain Ellis, is in the port for Dunedin this morning, at 10.30. She took a general cargo and a fair complement of passengers. The Union Company's steamer Maori, Captain Malcolm, is advertised to sail hence for Dunedin to-morrow evening, at 10.30.: [4, 256, 179, 320]
table-row: [5, 1175, 179, 1186]
agent-line: MAHENO.: [72, 1308, 111, 1318]
sf-outwards-table: [4, 687, 179, 813]
